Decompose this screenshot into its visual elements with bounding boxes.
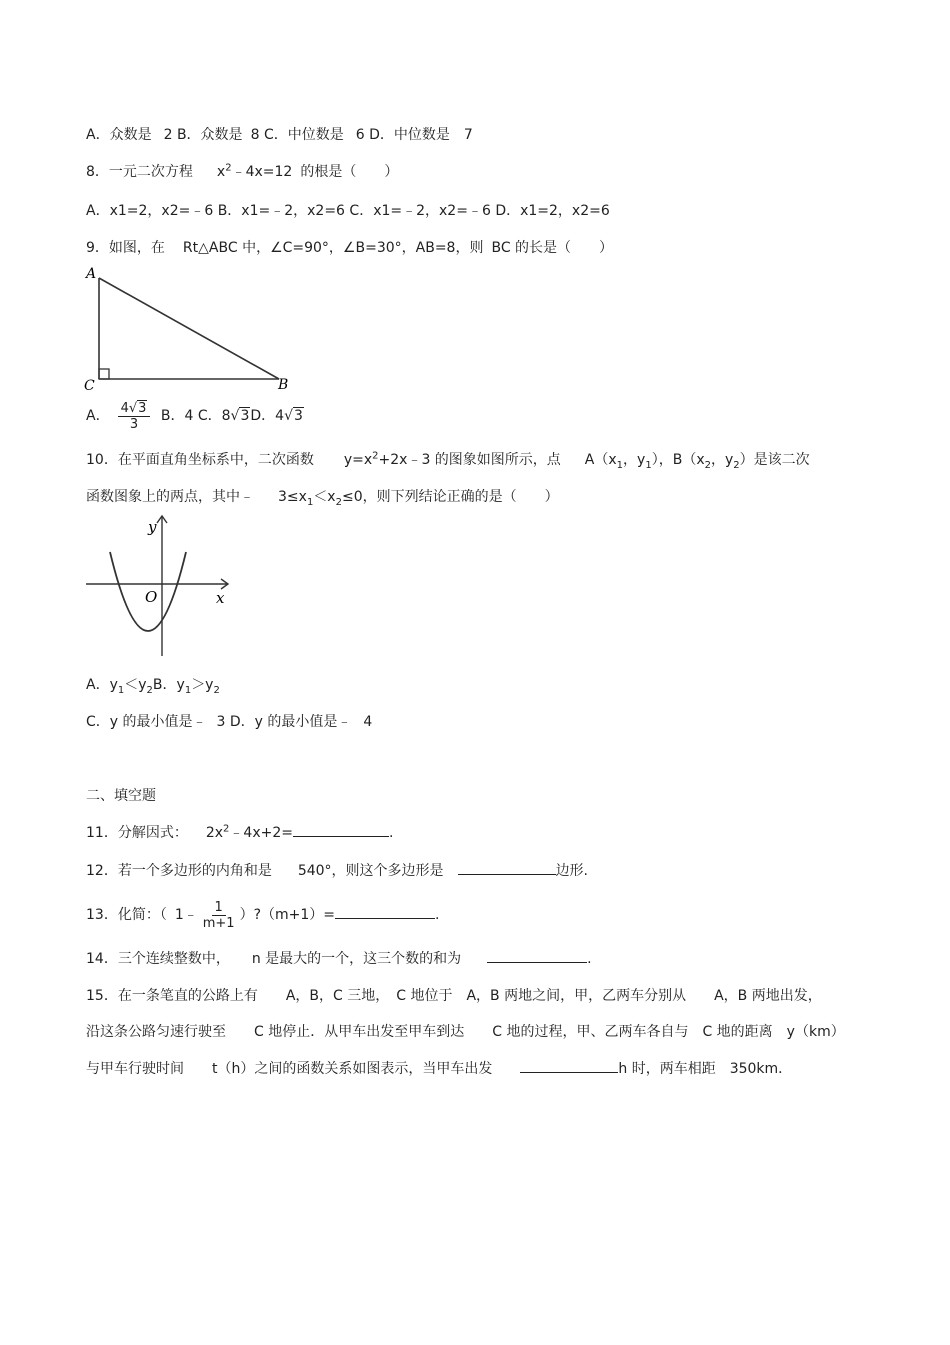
q11-answer-blank[interactable] (293, 824, 389, 837)
q9-stem: 9．如图，在 Rt△ABC 中，∠C=90°，∠B=30°，AB=8，则 BC 的长是（ ） (86, 240, 614, 256)
q13-fraction: $\frac{1}{m+1}$ (202, 899, 235, 931)
q8-option-d: D．x1=2，x2=6 (495, 203, 610, 219)
q10-label-y: y (148, 518, 157, 536)
q11: 11．分解因式： $2x^2﹣4x+2=$ . (86, 823, 394, 841)
q15-answer-blank[interactable] (520, 1060, 618, 1073)
right-angle-mark (99, 369, 109, 379)
q7-option-c: C．中位数是 (263, 127, 344, 143)
q9-option-d: D．4 (250, 408, 285, 424)
q9-options: A． $\frac{4√3}{3}$ B．4 C．8√3D．4√3 (86, 400, 303, 432)
q10-stem-line1: 10．在平面直角坐标系中，二次函数 $y=x^2+2x﹣3$ 的图象如图所示，点 $A(x_1$，$y_1$），$B(x_2$，$y_2$）是该二次 (86, 450, 810, 471)
q8-option-b: B．x1=﹣2，x2=6 (217, 203, 345, 219)
q9-label-c: C (84, 378, 95, 392)
q9-label-a: A (86, 266, 97, 282)
q9-label-b: B (278, 377, 289, 392)
q10-options-cd: C．y 的最小值是﹣ 3 D．y 的最小值是﹣ 4 (86, 714, 373, 730)
q7-option-d: D．中位数是 (369, 127, 450, 143)
q13-answer-blank[interactable] (335, 906, 435, 919)
q10-label-origin: O (145, 588, 158, 606)
q8-option-a: A．x1=2，x2=﹣6 (86, 203, 214, 219)
q8-option-c: C．x1=﹣2，x2=﹣6 (349, 203, 491, 219)
q7-option-a: A．众数是 (86, 127, 152, 143)
q7-option-b: B．众数是 (176, 127, 243, 143)
q7-options: A．众数是 2 B．众数是 8 C．中位数是 6 D．中位数是 7 (86, 127, 473, 143)
section-title-fill-in: 二、填空题 (86, 788, 156, 804)
q9-option-c: C．8 (197, 408, 231, 424)
q8-options (86, 202, 610, 220)
q10-options-ab (86, 676, 220, 694)
q10-parabola-figure (84, 510, 234, 660)
q10-stem-line2: 函数图象上的两点，其中﹣ $3\le x_1<x_2\le 0$，则下列结论正确的是（ ） (86, 489, 559, 508)
q9-side-ab (99, 278, 279, 379)
q10-label-x: x (216, 589, 225, 607)
q13: 13．化简：（ 1﹣ $\frac{1}{m+1}$ ）?（m+1）= . (86, 899, 440, 931)
q10-option-c: C．y 的最小值是﹣ (86, 714, 207, 730)
q15-line1: 15．在一条笔直的公路上有 A，B，C 三地， C 地位于 A，B 两地之间，甲，乙两车分别从 A，B 两地出发， (86, 988, 822, 1004)
q12-answer-blank[interactable] (458, 862, 556, 875)
q15-line2: 沿这条公路匀速行驶至 C 地停止．从甲车出发至甲车到达 C 地的过程，甲、乙两车各自与 C 地的距离 y（km） (86, 1024, 845, 1040)
q10-option-b: B．$y_1>y_2$ (152, 677, 220, 696)
q8-stem: 8．一元二次方程 $x^2﹣4x=12$ 的根是（ ） (86, 162, 399, 180)
q10-option-d: D．y 的最小值是﹣ (229, 714, 352, 730)
q9-option-a-fraction: $\frac{4√3}{3}$ (118, 401, 151, 432)
q9-option-b: B．4 (160, 408, 194, 424)
q10-option-a: A．$y_1<y_2$ (86, 677, 153, 696)
q14-answer-blank[interactable] (487, 950, 587, 963)
q9-triangle-figure (82, 262, 297, 392)
q12: 12．若一个多边形的内角和是 540°，则这个多边形是 边形. (86, 863, 589, 879)
q9-option-a: A． (86, 408, 110, 424)
q15-line3: 与甲车行驶时间 t（h）之间的函数关系如图表示，当甲车出发 h 时，两车相距 350km． (86, 1061, 793, 1077)
q14: 14．三个连续整数中， n 是最大的一个，这三个数的和为 . (86, 951, 592, 967)
